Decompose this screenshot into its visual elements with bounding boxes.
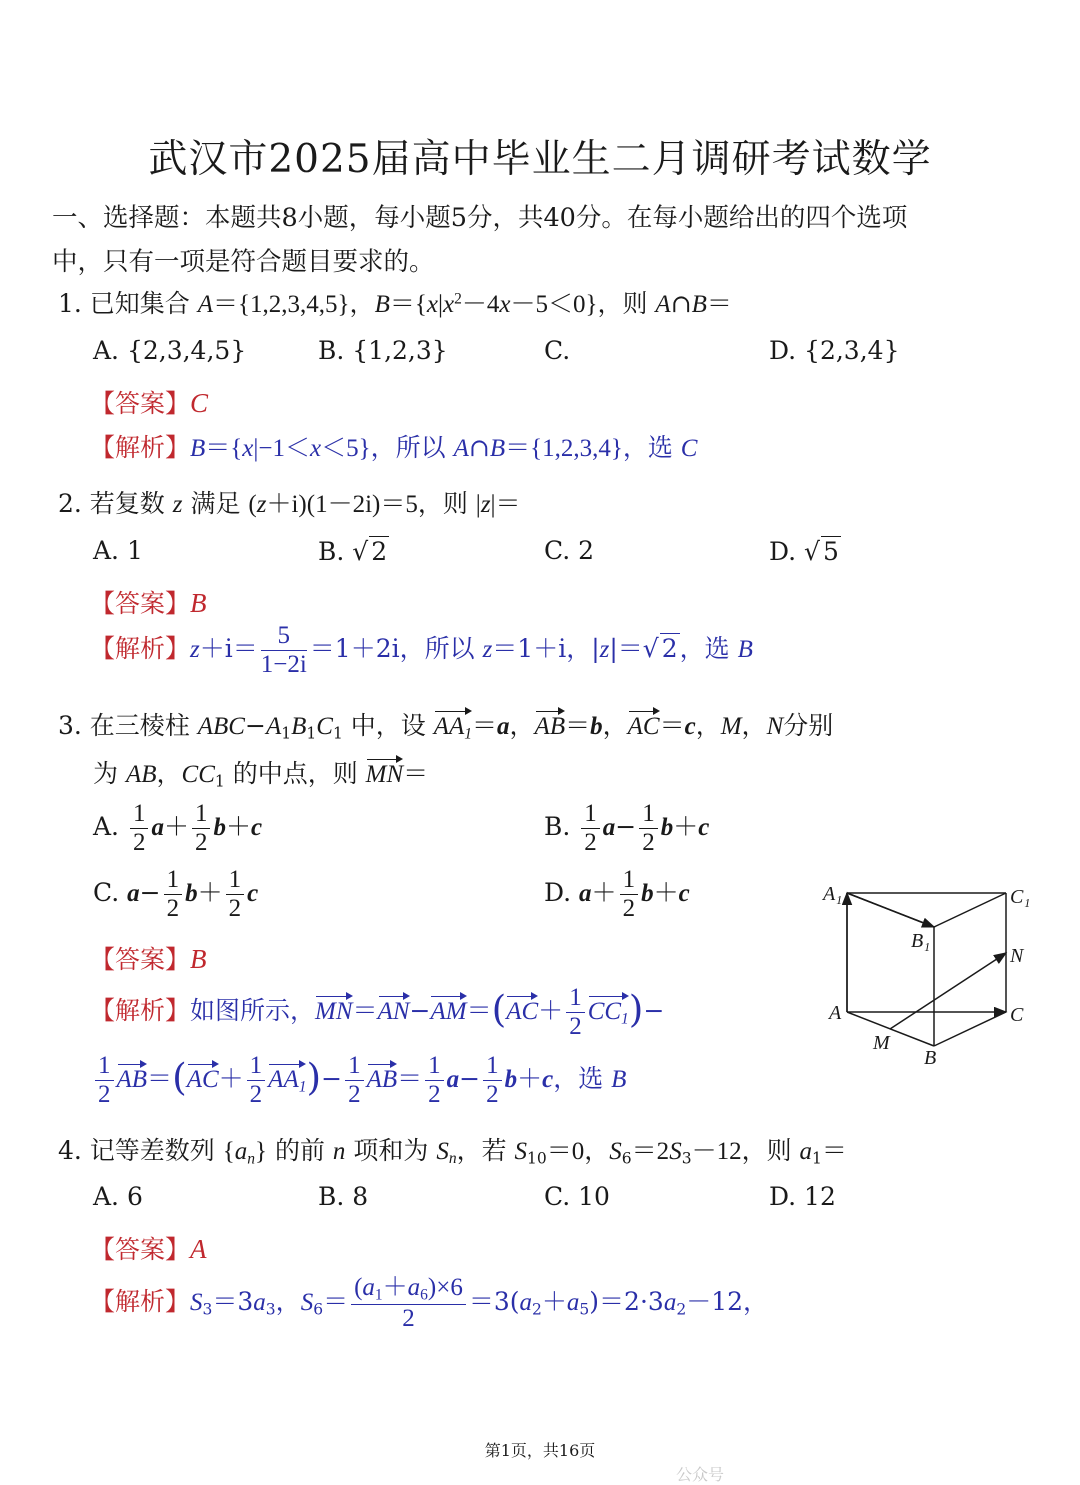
section-heading-line1: 一、选择题：本题共8小题，每小题5分，共40分。在每小题给出的四个选项 bbox=[52, 203, 908, 233]
prism-figure bbox=[815, 875, 1040, 1075]
q2-option-a: A. 1 bbox=[93, 536, 143, 565]
q1-option-a: A. {2,3,4,5} bbox=[93, 336, 247, 365]
analysis-label: 【解析】 bbox=[90, 996, 191, 1025]
question-number: 1. bbox=[58, 289, 82, 318]
answer-value: B bbox=[190, 944, 207, 974]
question-3-line2: 为 AB，$CC_1$ 的中点，则 MN＝ bbox=[93, 759, 429, 791]
question-number: 4. bbox=[58, 1136, 82, 1165]
analysis-label: 【解析】 bbox=[90, 433, 191, 462]
q3-option-a: A. $\frac{1}{2}$ a＋ $\frac{1}{2}$ b＋c bbox=[93, 800, 263, 856]
q4-option-b: B. 8 bbox=[318, 1182, 369, 1211]
answer-value: B bbox=[190, 588, 207, 618]
q2-option-d: D. √ 5 bbox=[769, 537, 839, 566]
question-3-line1: 3. 在三棱柱 $ABC-A_1B_1C_1$ 中，设 $AA_1=a$，AB＝b，AC＝c，M，N分别 bbox=[58, 711, 834, 743]
analysis-label: 【解析】 bbox=[90, 1286, 191, 1316]
q3-answer bbox=[90, 940, 207, 976]
q1-option-c: C. bbox=[544, 336, 571, 365]
question-number: 3. bbox=[58, 711, 82, 740]
q3-option-c: C. a− $\frac{1}{2}$ b＋ $\frac{1}{2}$ c bbox=[93, 866, 259, 922]
answer-label: 【答案】 bbox=[90, 389, 191, 418]
label-m: M bbox=[873, 1032, 890, 1054]
q3-analysis-line2: $\frac{1}{2}$ AB＝(AC＋ $\frac{1}{2}$ $AA_1)-$ $\frac{1}{2}$ AB＝ $\frac{1}{2}$ a− $\frac{1}{2}$ b＋c，选 B bbox=[92, 1052, 626, 1109]
watermark: 公众号 bbox=[676, 1465, 725, 1484]
label-b: B bbox=[924, 1047, 937, 1069]
question-1: 1. 已知集合 A＝{1,2,3,4,5}，$B=\{x|x^2-4x-5<0\}$，则 A∩B＝ bbox=[58, 289, 732, 318]
q1-option-b: B. {1,2,3} bbox=[318, 336, 448, 365]
analysis-text: $S_3=3a_3$，$S_6=$ $\frac{(a_1+a_6)\times 6}{2}$ $=3(a_2+a_5)=2\cdot 3a_2-12$， bbox=[190, 1274, 768, 1332]
page-footer: 第1页，共16页 bbox=[484, 1441, 596, 1460]
page-title: 武汉市2025届高中毕业生二月调研考试数学 bbox=[148, 137, 932, 182]
q3-option-d: D. a＋ $\frac{1}{2}$ b＋c bbox=[544, 866, 690, 922]
label-a: A bbox=[829, 1002, 842, 1024]
analysis-text: B＝{x|−1＜x＜5}，所以 A∩B＝{1,2,3,4}，选 C bbox=[190, 433, 698, 462]
label-n: N bbox=[1010, 945, 1024, 967]
label-c1: C₁ bbox=[1010, 886, 1031, 908]
q3-analysis-line1 bbox=[90, 984, 664, 1041]
q1-answer bbox=[90, 384, 208, 420]
answer-value: C bbox=[190, 388, 209, 418]
label-a1: A₁ bbox=[823, 883, 843, 905]
q4-analysis bbox=[90, 1274, 768, 1333]
section-heading-line2: 中，只有一项是符合题目要求的。 bbox=[52, 247, 435, 277]
question-4: 4. 记等差数列 $\{a_n\}$ 的前 n 项和为 $S_n$，若 $S_{10}=0$，$S_6=2S_3-12$，则 $a_1=$ bbox=[58, 1136, 847, 1168]
question-number: 2. bbox=[58, 489, 82, 518]
q3-option-b: B. $\frac{1}{2}$ a− $\frac{1}{2}$ b＋c bbox=[544, 800, 710, 856]
q2-analysis bbox=[90, 622, 753, 679]
analysis-label: 【解析】 bbox=[90, 634, 191, 663]
label-b1: B₁ bbox=[911, 930, 931, 952]
q4-option-a: A. 6 bbox=[93, 1182, 143, 1211]
q4-option-c: C. 10 bbox=[544, 1182, 610, 1211]
q2-answer bbox=[90, 584, 207, 620]
label-c: C bbox=[1010, 1004, 1024, 1026]
q1-analysis bbox=[90, 428, 697, 464]
q4-option-d: D. 12 bbox=[769, 1182, 836, 1211]
q2-option-c: C. 2 bbox=[544, 536, 595, 565]
q4-answer bbox=[90, 1230, 207, 1266]
q1-option-d: D. {2,3,4} bbox=[769, 336, 900, 365]
analysis-text: z＋i＝ $\frac{5}{1-2i}$ ＝1＋2i，所以 z＝1＋i，|z|＝√ 2，选 B bbox=[190, 622, 753, 678]
answer-label: 【答案】 bbox=[90, 1235, 191, 1264]
question-2: 2. 若复数 z 满足 (z＋i)(1－2i)＝5，则 |z|＝ bbox=[58, 489, 521, 518]
analysis-text: 如图所示，MN＝AN−AM＝(AC＋ $\frac{1}{2}$ $CC_1)-$ bbox=[190, 984, 665, 1040]
answer-label: 【答案】 bbox=[90, 945, 191, 974]
answer-value: A bbox=[190, 1234, 207, 1264]
q2-option-b: B. √ 2 bbox=[318, 537, 388, 566]
answer-label: 【答案】 bbox=[90, 589, 191, 618]
